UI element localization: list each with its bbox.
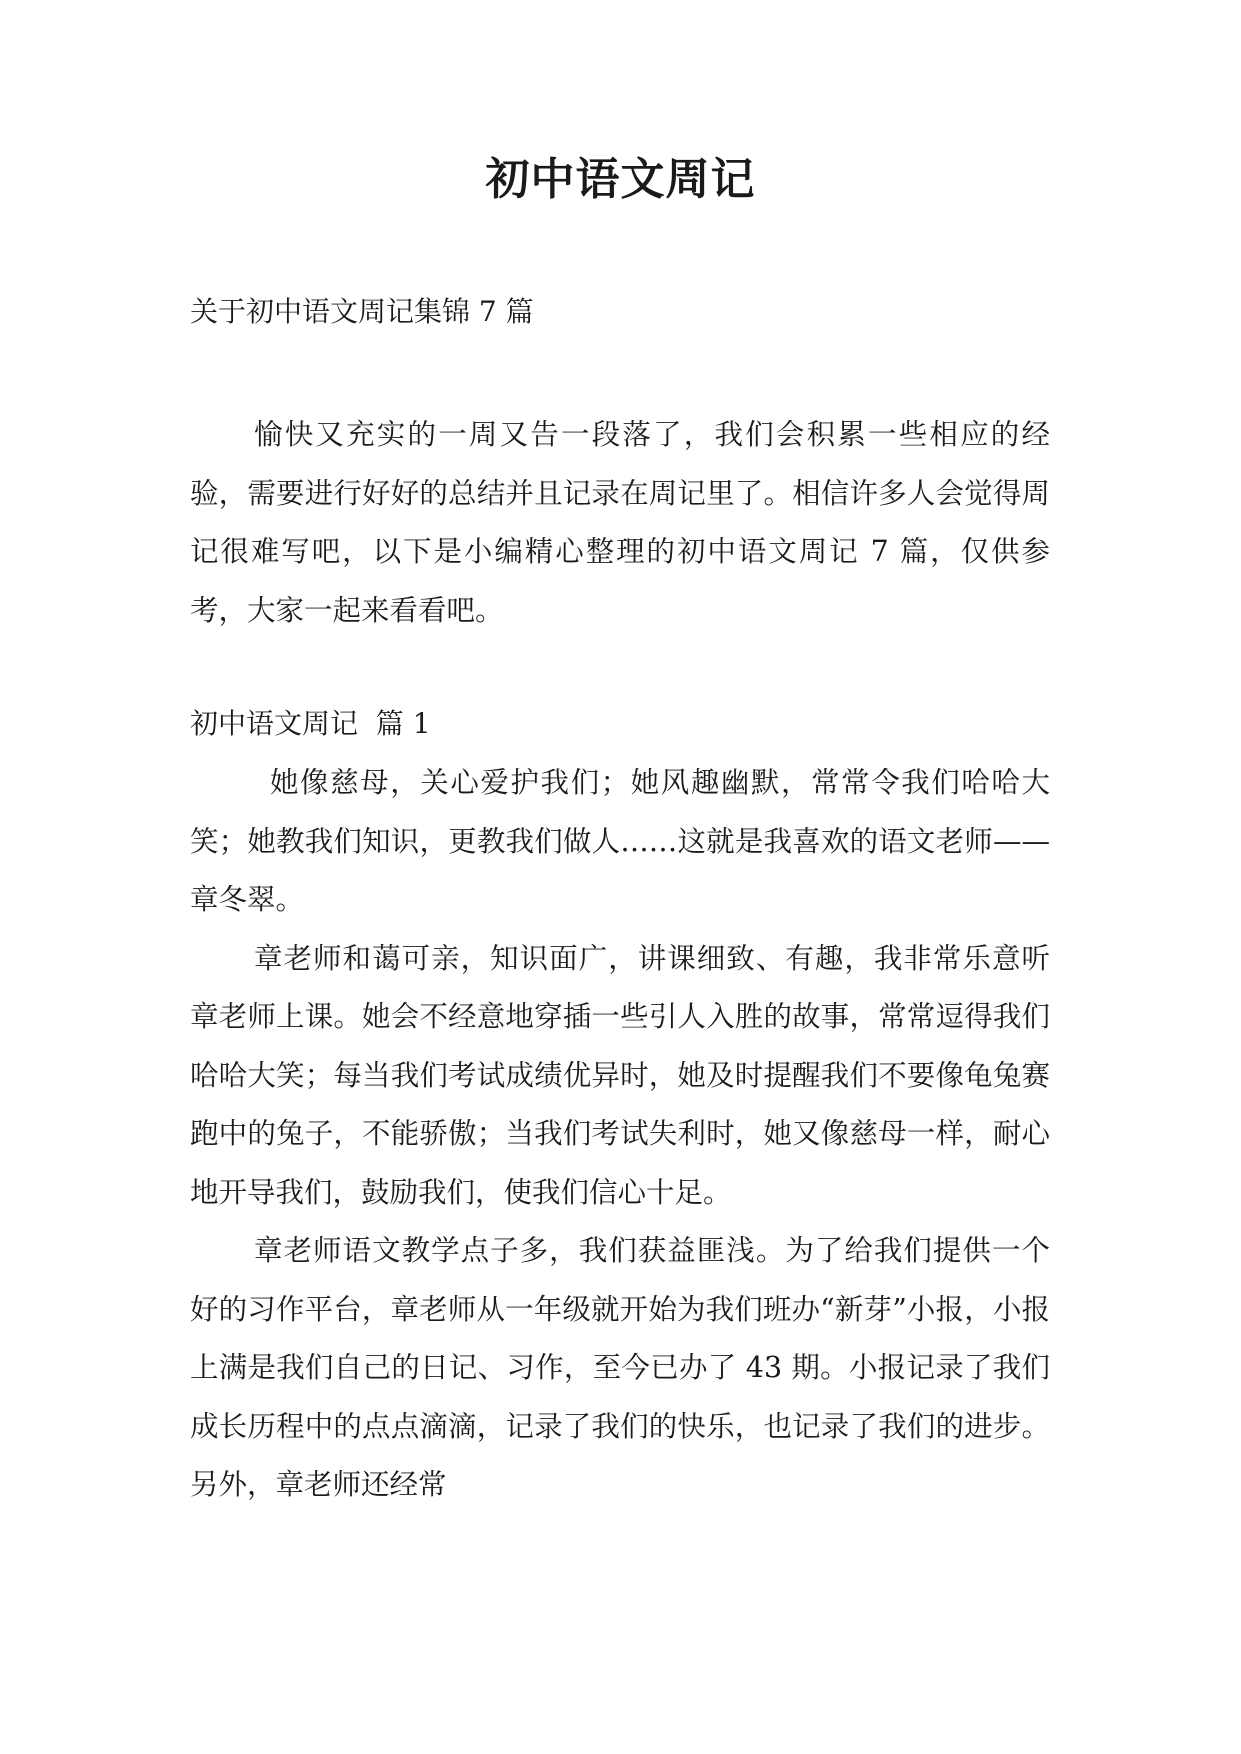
- document-subtitle: 关于初中语文周记集锦 7 篇: [190, 295, 534, 328]
- body-paragraph: 她像慈母，关心爱护我们；她风趣幽默，常常令我们哈哈大笑；她教我们知识，更教我们做人……这就是我喜欢的语文老师——章冬翠。: [190, 766, 1050, 916]
- body-paragraph: 章老师语文教学点子多，我们获益匪浅。为了给我们提供一个好的习作平台，章老师从一年级就开始为我们班办“新芽”小报，小报上满是我们自己的日记、习作，至今已办了 43 期。小报记录了我们成长历程中的点点滴滴，记录了我们的快乐，也记录了我们的进步。另外，章老师还经常: [190, 1234, 1050, 1501]
- intro-paragraph: 愉快又充实的一周又告一段落了，我们会积累一些相应的经验，需要进行好好的总结并且记录在周记里了。相信许多人会觉得周记很难写吧，以下是小编精心整理的初中语文周记 7 篇，仅供参考，大家一起来看看吧。: [190, 418, 1050, 627]
- section-body: [190, 754, 1050, 1515]
- document-title: 初中语文周记: [485, 154, 756, 205]
- body-paragraph: 章老师和蔼可亲，知识面广，讲课细致、有趣，我非常乐意听章老师上课。她会不经意地穿插一些引人入胜的故事，常常逗得我们哈哈大笑；每当我们考试成绩优异时，她及时提醒我们不要像龟兔赛跑中的兔子，不能骄傲；当我们考试失利时，她又像慈母一样，耐心地开导我们，鼓励我们，使我们信心十足。: [190, 941, 1050, 1209]
- section-heading: 初中语文周记 篇 1: [190, 707, 431, 740]
